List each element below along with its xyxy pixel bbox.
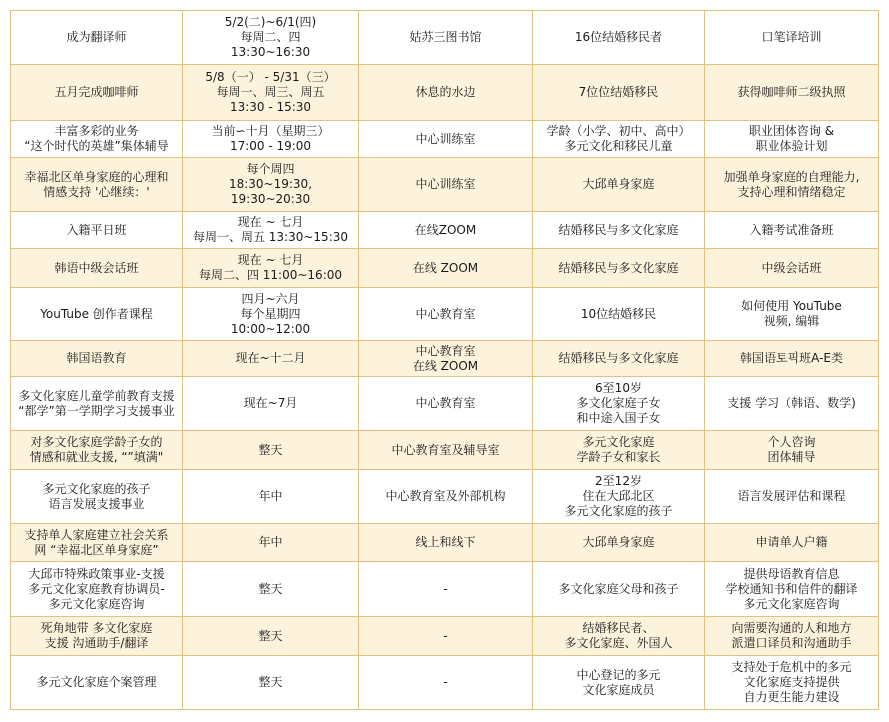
program-name-cell: 死角地带 多文化家庭 支援 沟通助手/翻译	[11, 617, 183, 656]
schedule-container	[10, 10, 879, 710]
table-row	[11, 524, 879, 562]
period-cell: 整天	[183, 562, 359, 617]
program-name-cell: 韩国语教育	[11, 341, 183, 377]
place-cell: 中心训练室	[359, 121, 533, 158]
place-cell: 在线 ZOOM	[359, 249, 533, 288]
content-cell: 加强单身家庭的自理能力, 支持心理和情绪稳定	[705, 158, 879, 212]
target-cell: 结婚移民与多文化家庭	[533, 341, 705, 377]
target-cell: 结婚移民者、 多文化家庭、外国人	[533, 617, 705, 656]
table-row	[11, 377, 879, 431]
content-cell: 支持处于危机中的多元 文化家庭支持提供 自力更生能力建设	[705, 656, 879, 710]
target-cell: 多元文化家庭 学龄子女和家长	[533, 431, 705, 470]
table-row	[11, 11, 879, 65]
program-name-cell: 多元文化家庭个案管理	[11, 656, 183, 710]
program-name-cell: YouTube 创作者课程	[11, 288, 183, 341]
place-cell: -	[359, 656, 533, 710]
target-cell: 2至12岁 住在大邱北区 多元文化家庭的孩子	[533, 470, 705, 524]
table-row	[11, 212, 879, 249]
table-row	[11, 562, 879, 617]
table-row	[11, 288, 879, 341]
table-row	[11, 341, 879, 377]
period-cell: 年中	[183, 524, 359, 562]
place-cell: -	[359, 562, 533, 617]
target-cell: 结婚移民与多文化家庭	[533, 249, 705, 288]
content-cell: 提供母语教育信息 学校通知书和信件的翻译 多元文化家庭咨询	[705, 562, 879, 617]
place-cell: 中心教育室	[359, 377, 533, 431]
program-name-cell: 丰富多彩的业务 “这个时代的英雄”集体辅导	[11, 121, 183, 158]
program-name-cell: 成为翻译师	[11, 11, 183, 65]
table-row	[11, 470, 879, 524]
target-cell: 学龄（小学、初中、高中） 多元文化和移民儿童	[533, 121, 705, 158]
program-name-cell: 入籍平日班	[11, 212, 183, 249]
target-cell: 10位结婚移民	[533, 288, 705, 341]
program-name-cell: 多元文化家庭的孩子 语言发展支援事业	[11, 470, 183, 524]
program-name-cell: 多文化家庭儿童学前教育支援 “都学”第一学期学习支援事业	[11, 377, 183, 431]
content-cell: 申请单人户籍	[705, 524, 879, 562]
program-schedule-table	[10, 10, 879, 710]
place-cell: 休息的水边	[359, 65, 533, 121]
target-cell: 中心登记的多元 文化家庭成员	[533, 656, 705, 710]
content-cell: 如何使用 YouTube 视频, 编辑	[705, 288, 879, 341]
content-cell: 获得咖啡师二级执照	[705, 65, 879, 121]
content-cell: 支援 学习（韩语、数学)	[705, 377, 879, 431]
period-cell: 现在~7月	[183, 377, 359, 431]
program-name-cell: 五月完成咖啡师	[11, 65, 183, 121]
place-cell: 中心训练室	[359, 158, 533, 212]
program-name-cell: 对多文化家庭学龄子女的 情感和就业支援, “”填满"	[11, 431, 183, 470]
place-cell: 线上和线下	[359, 524, 533, 562]
content-cell: 向需要沟通的人和地方 派遣口译员和沟通助手	[705, 617, 879, 656]
table-row	[11, 158, 879, 212]
period-cell: 现在 ~ 七月 每周二、四 11:00~16:00	[183, 249, 359, 288]
table-row	[11, 249, 879, 288]
place-cell: 中心教育室	[359, 288, 533, 341]
target-cell: 多文化家庭父母和孩子	[533, 562, 705, 617]
target-cell: 大邱单身家庭	[533, 158, 705, 212]
table-row	[11, 121, 879, 158]
period-cell: 年中	[183, 470, 359, 524]
table-row	[11, 656, 879, 710]
content-cell: 入籍考试准备班	[705, 212, 879, 249]
content-cell: 个人咨询 团体辅导	[705, 431, 879, 470]
period-cell: 现在~十二月	[183, 341, 359, 377]
program-name-cell: 大邱市特殊政策事业-支援 多元文化家庭教育协调员- 多元文化家庭咨询	[11, 562, 183, 617]
target-cell: 大邱单身家庭	[533, 524, 705, 562]
target-cell: 结婚移民与多文化家庭	[533, 212, 705, 249]
content-cell: 语言发展评估和课程	[705, 470, 879, 524]
program-name-cell: 支持单人家庭建立社会关系 网 “幸福北区单身家庭”	[11, 524, 183, 562]
place-cell: 中心教育室及辅导室	[359, 431, 533, 470]
table-row	[11, 65, 879, 121]
target-cell: 7位位结婚移民	[533, 65, 705, 121]
table-row	[11, 431, 879, 470]
content-cell: 中级会话班	[705, 249, 879, 288]
place-cell: -	[359, 617, 533, 656]
period-cell: 5/8（一） - 5/31（三） 每周一、周三、周五 13:30 - 15:30	[183, 65, 359, 121]
content-cell: 韩国语토픽班A-E类	[705, 341, 879, 377]
period-cell: 整天	[183, 656, 359, 710]
place-cell: 在线ZOOM	[359, 212, 533, 249]
target-cell: 16位结婚移民者	[533, 11, 705, 65]
period-cell: 当前∽十月（星期三） 17:00 - 19:00	[183, 121, 359, 158]
program-name-cell: 幸福北区单身家庭的心理和 情感支持 '心继续：'	[11, 158, 183, 212]
place-cell: 姑苏三图书馆	[359, 11, 533, 65]
period-cell: 每个周四 18:30~19:30, 19:30~20:30	[183, 158, 359, 212]
period-cell: 现在 ~ 七月 每周一、周五 13:30~15:30	[183, 212, 359, 249]
period-cell: 整天	[183, 431, 359, 470]
period-cell: 四月~六月 每个星期四 10:00~12:00	[183, 288, 359, 341]
program-name-cell: 韩语中级会话班	[11, 249, 183, 288]
place-cell: 中心教育室 在线 ZOOM	[359, 341, 533, 377]
content-cell: 职业团体咨询 & 职业体验计划	[705, 121, 879, 158]
target-cell: 6至10岁 多文化家庭子女 和中途入国子女	[533, 377, 705, 431]
period-cell: 5/2(二)~6/1(四) 每周二、四 13:30~16:30	[183, 11, 359, 65]
content-cell: 口笔译培训	[705, 11, 879, 65]
table-row	[11, 617, 879, 656]
period-cell: 整天	[183, 617, 359, 656]
place-cell: 中心教育室及外部机构	[359, 470, 533, 524]
